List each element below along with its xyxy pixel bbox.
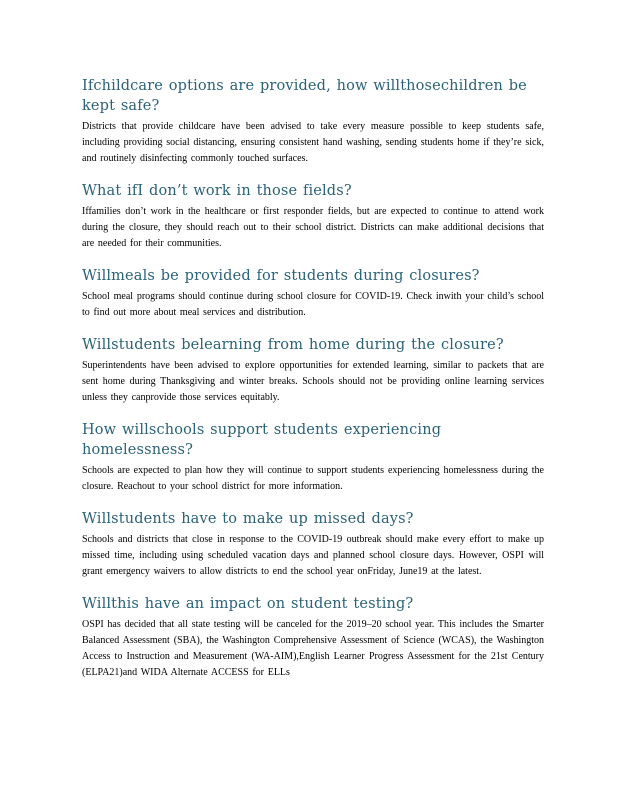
- faq-question: How willschools support students experiencing homelessness?: [82, 422, 442, 458]
- faq-answer: OSPI has decided that all state testing will be canceled for the 2019–20 school year. This includes the Smarter Balanced Assessment (SBA), the Washington Comprehensive Assessment of Science (WCAS), the Washington Access to Instruction and Measurement (WA-AIM),English Learner Progress Assessment for the 21st Century (ELPA21)and WIDA Alternate ACCESS for ELLs: [82, 619, 544, 678]
- faq-homelessness: [82, 420, 544, 495]
- section-spacer: [82, 406, 544, 420]
- section-spacer: [82, 167, 544, 181]
- section-spacer: [82, 495, 544, 509]
- faq-other-fields: [82, 181, 544, 252]
- faq-answer: Iffamilies don’t work in the healthcare or first responder fields, but are expected to continue to attend work during the closure, they should reach out to their school district. Districts can make additional decisions that are needed for their communities.: [82, 206, 544, 249]
- section-spacer: [82, 580, 544, 594]
- faq-question: Willmeals be provided for students during closures?: [82, 268, 480, 284]
- faq-student-testing: [82, 594, 544, 681]
- section-spacer: [82, 252, 544, 266]
- faq-childcare-safety: [82, 76, 544, 167]
- faq-question: Ifchildcare options are provided, how willthosechildren be kept safe?: [82, 78, 527, 114]
- section-spacer: [82, 321, 544, 335]
- faq-answer: Schools are expected to plan how they will continue to support students experiencing homelessness during the closure. Reachout to your school district for more information.: [82, 465, 544, 492]
- faq-page: [82, 76, 544, 681]
- faq-question: Willthis have an impact on student testing?: [82, 596, 414, 612]
- faq-question: What ifI don’t work in those fields?: [82, 183, 352, 199]
- faq-answer: Districts that provide childcare have been advised to take every measure possible to keep students safe, including providing social distancing, ensuring consistent hand washing, sending students home if they’re sick, and routinely disinfecting commonly touched surfaces.: [82, 121, 544, 164]
- faq-learning-from-home: [82, 335, 544, 406]
- faq-question: Willstudents have to make up missed days?: [82, 511, 414, 527]
- faq-answer: Superintendents have been advised to explore opportunities for extended learning, similar to packets that are sent home during Thanksgiving and winter breaks. Schools should not be providing online learning services unless they canprovide those services equitably.: [82, 360, 544, 403]
- faq-question: Willstudents belearning from home during the closure?: [82, 337, 504, 353]
- faq-answer: Schools and districts that close in response to the COVID-19 outbreak should make every effort to make up missed time, including using scheduled vacation days and planned school closure days. However, OSPI will grant emergency waivers to allow districts to end the school year onFriday, June19 at the latest.: [82, 534, 544, 577]
- faq-missed-days: [82, 509, 544, 580]
- faq-meals: [82, 266, 544, 321]
- faq-answer: School meal programs should continue during school closure for COVID-19. Check inwith your child’s school to find out more about meal services and distribution.: [82, 291, 544, 318]
